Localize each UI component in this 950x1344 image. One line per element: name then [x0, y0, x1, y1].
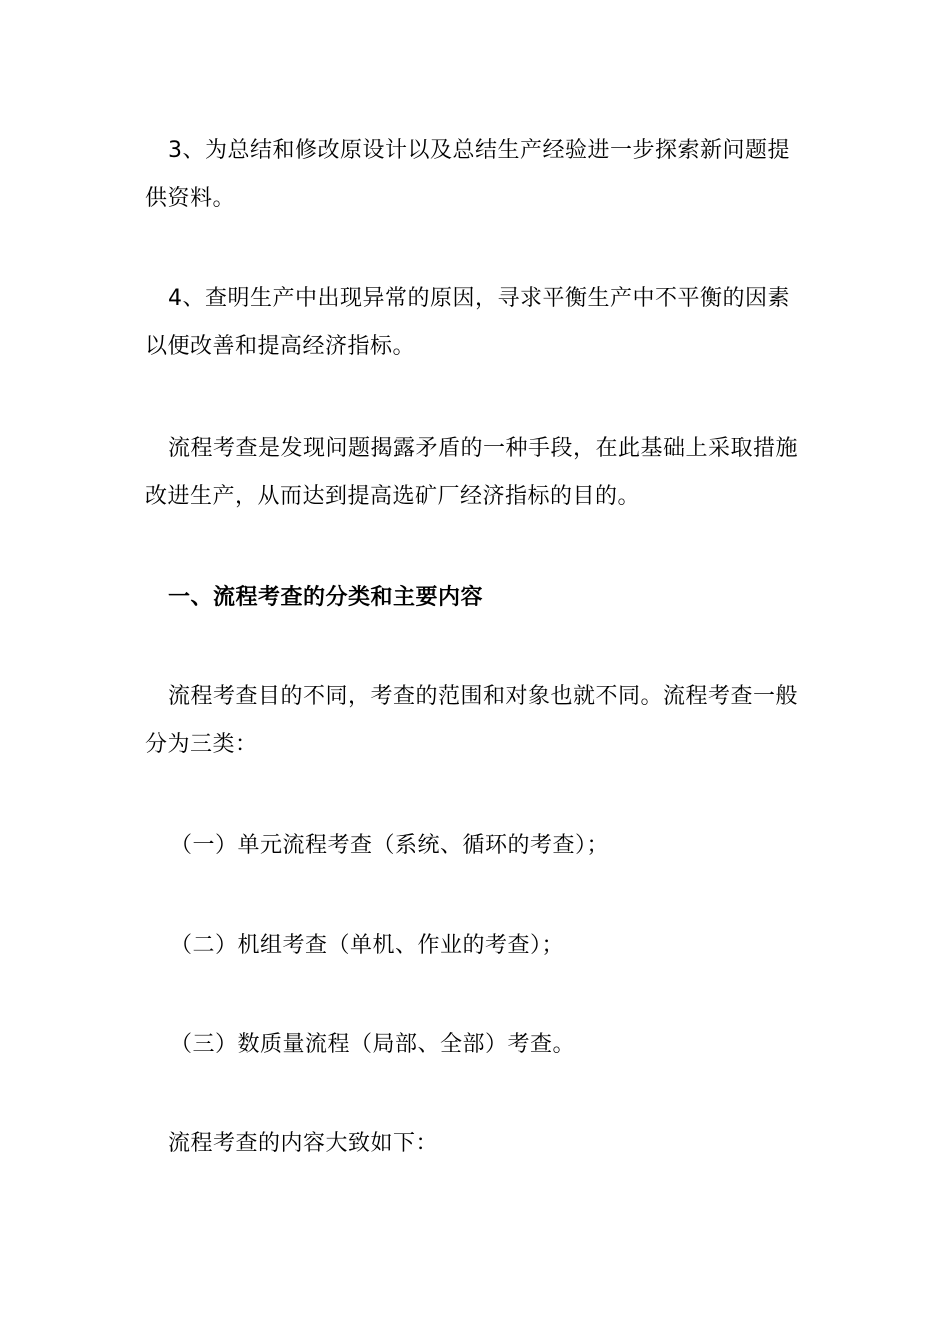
paragraph-content-intro: 流程考查的内容大致如下： [168, 1131, 439, 1156]
list-item-unit-flow: （一）单元流程考查（系统、循环的考查）； [170, 833, 610, 858]
list-item-unit-group: （二）机组考查（单机、作业的考查）； [170, 933, 565, 958]
paragraph-classification: 流程考查目的不同，考查的范围和对象也就不同。流程考查一般分为三类： [145, 684, 799, 757]
paragraph-purpose-3: 3、为总结和修改原设计以及总结生产经验进一步探索新问题提供资料。 [145, 138, 790, 211]
list-item-quantity-quality: （三）数质量流程（局部、全部）考查。 [170, 1032, 576, 1057]
paragraph-purpose-4: 4、查明生产中出现异常的原因，寻求平衡生产中不平衡的因素以便改善和提高经济指标。 [145, 286, 790, 359]
paragraph-summary: 流程考查是发现问题揭露矛盾的一种手段，在此基础上采取措施改进生产，从而达到提高选矿厂经济指标的目的。 [145, 436, 799, 509]
section-heading: 一、流程考查的分类和主要内容 [168, 585, 484, 610]
